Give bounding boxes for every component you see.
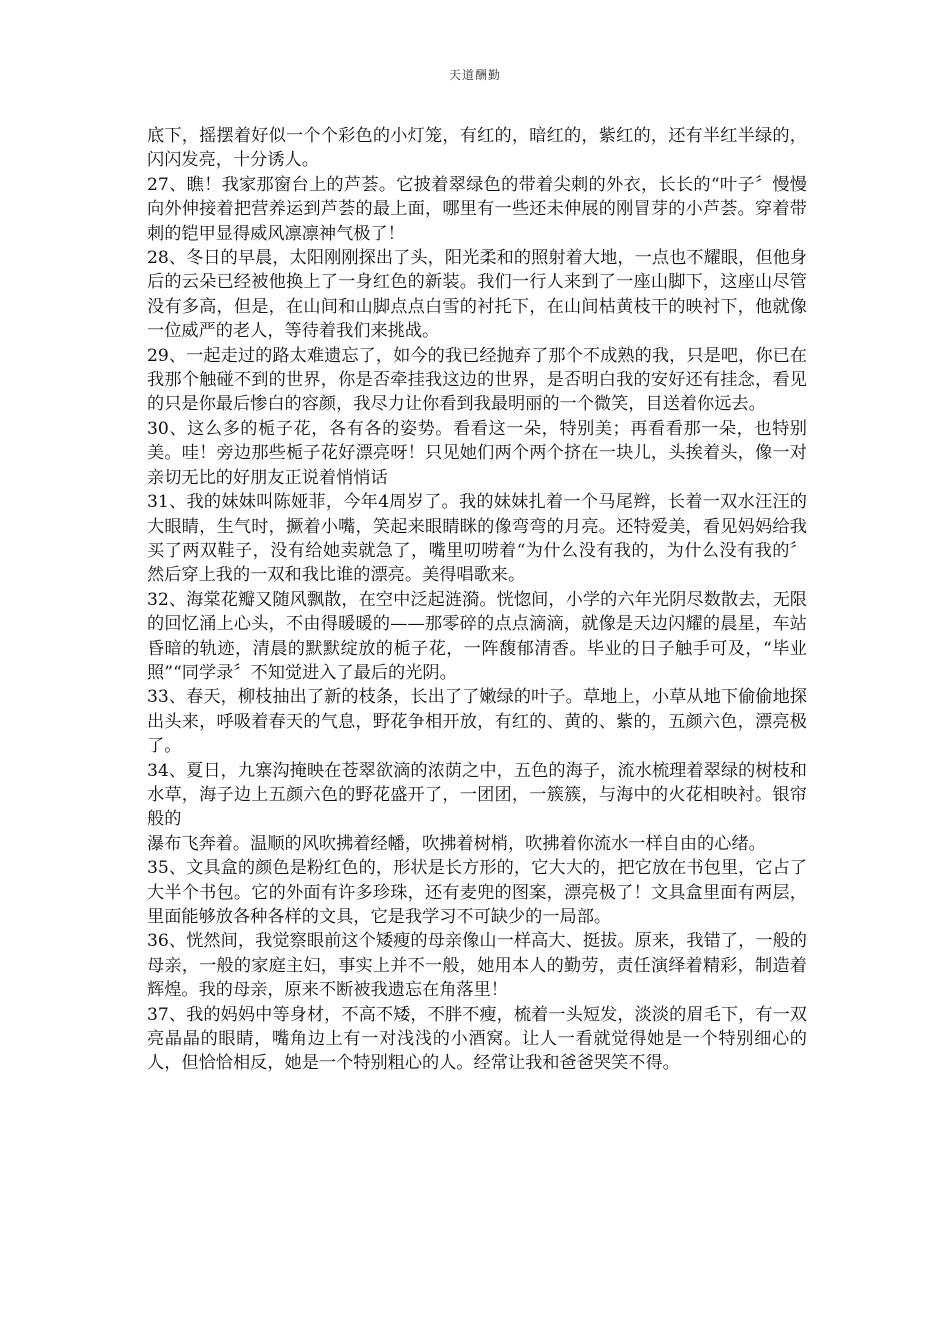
- paragraph: 35、文具盒的颜色是粉红色的，形状是长方形的，它大大的，把它放在书包里，它占了大半个书包。它的外面有许多珍珠，还有麦兜的图案，漂亮极了！文具盒里面有两层，里面能够放各种各样的文具，它是我学习不可缺少的一局部。: [147, 858, 807, 927]
- paragraph: 瀑布飞奔着。温顺的风吹拂着经幡，吹拂着树梢，吹拂着你流水一样自由的心绪。: [147, 833, 766, 854]
- paragraph: 36、恍然间，我觉察眼前这个矮瘦的母亲像山一样高大、挺拔。原来，我错了，一般的母亲，一般的家庭主妇，事实上并不一般，她用本人的勤劳，责任演绎着精彩，制造着辉煌。我的母亲，原来不断被我遗忘在角落里！: [147, 931, 807, 1001]
- paragraph: 30、这么多的栀子花，各有各的姿势。看看这一朵，特别美；再看看那一朵，也特别美。哇！旁边那些栀子花好漂亮呀！只见她们两个两个挤在一块儿，头挨着头，像一对亲切无比的好朋友正说着悄悄话: [147, 418, 807, 488]
- paragraph: 34、夏日，九寨沟掩映在苍翠欲滴的浓荫之中，五色的海子，流水梳理着翠绿的树枝和水草，海子边上五颜六色的野花盛开了，一团团，一簇簇，与海中的火花相映衬。银帘般的: [147, 760, 807, 830]
- paragraph: 底下，摇摆着好似一个个彩色的小灯笼，有红的，暗红的，紫红的，还有半红半绿的，闪闪发亮，十分诱人。: [147, 126, 807, 171]
- document-body: [147, 124, 807, 1076]
- paragraph: 32、海棠花瓣又随风飘散，在空中泛起涟漪。恍惚间，小学的六年光阴尽数散去，无限的回忆涌上心头，不由得暖暖的——那零碎的点点滴滴，就像是天边闪耀的晨星，车站昏暗的轨迹，清晨的默默绽放的栀子花，一阵馥郁清香。毕业的日子触手可及，“毕业照”“同学录〞不知觉进入了最后的光阴。: [147, 589, 807, 683]
- page-header: 天道酬勤: [448, 68, 501, 82]
- paragraph: 29、一起走过的路太难遗忘了，如今的我已经抛弃了那个不成熟的我，只是吧，你已在我那个触碰不到的世界，你是否牵挂我这边的世界，是否明白我的安好还有挂念，看见的只是你最后惨白的容颜，我尽力让你看到我最明丽的一个微笑，目送着你远去。: [147, 345, 807, 415]
- paragraph: 28、冬日的早晨，太阳刚刚探出了头，阳光柔和的照射着大地，一点也不耀眼，但他身后的云朵已经被他换上了一身红色的新装。我们一行人来到了一座山脚下，这座山尽管没有多高，但是，在山间和山脚点点白雪的衬托下，在山间枯黄枝干的映衬下，他就像一位威严的老人，等待着我们来挑战。: [147, 248, 807, 342]
- paragraph: 27、瞧！我家那窗台上的芦荟。它披着翠绿色的带着尖刺的外衣，长长的“叶子〞慢慢向外伸接着把营养运到芦荟的最上面，哪里有一些还未伸展的刚冒芽的小芦荟。穿着带刺的铠甲显得威风凛凛神气极了！: [147, 174, 807, 244]
- paragraph: 33、春天，柳枝抽出了新的枝条，长出了了嫩绿的叶子。草地上，小草从地下偷偷地探出头来，呼吸着春天的气息，野花争相开放，有红的、黄的、紫的，五颜六色，漂亮极了。: [147, 687, 807, 757]
- paragraph: 31、我的妹妹叫陈娅菲，今年4周岁了。我的妹妹扎着一个马尾辫，长着一双水汪汪的大眼睛，生气时，撅着小嘴，笑起来眼睛眯的像弯弯的月亮。还特爱美，看见妈妈给我买了两双鞋子，没有给她卖就急了，嘴里叨唠着“为什么没有我的，为什么没有我的〞然后穿上我的一双和我比谁的漂亮。美得唱歌来。: [147, 492, 807, 586]
- paragraph: 37、我的妈妈中等身材，不高不矮，不胖不瘦，梳着一头短发，淡淡的眉毛下，有一双亮晶晶的眼睛，嘴角边上有一对浅浅的小酒窝。让人一看就觉得她是一个特别细心的人，但恰恰相反，她是一个特别粗心的人。经常让我和爸爸哭笑不得。: [147, 1004, 807, 1074]
